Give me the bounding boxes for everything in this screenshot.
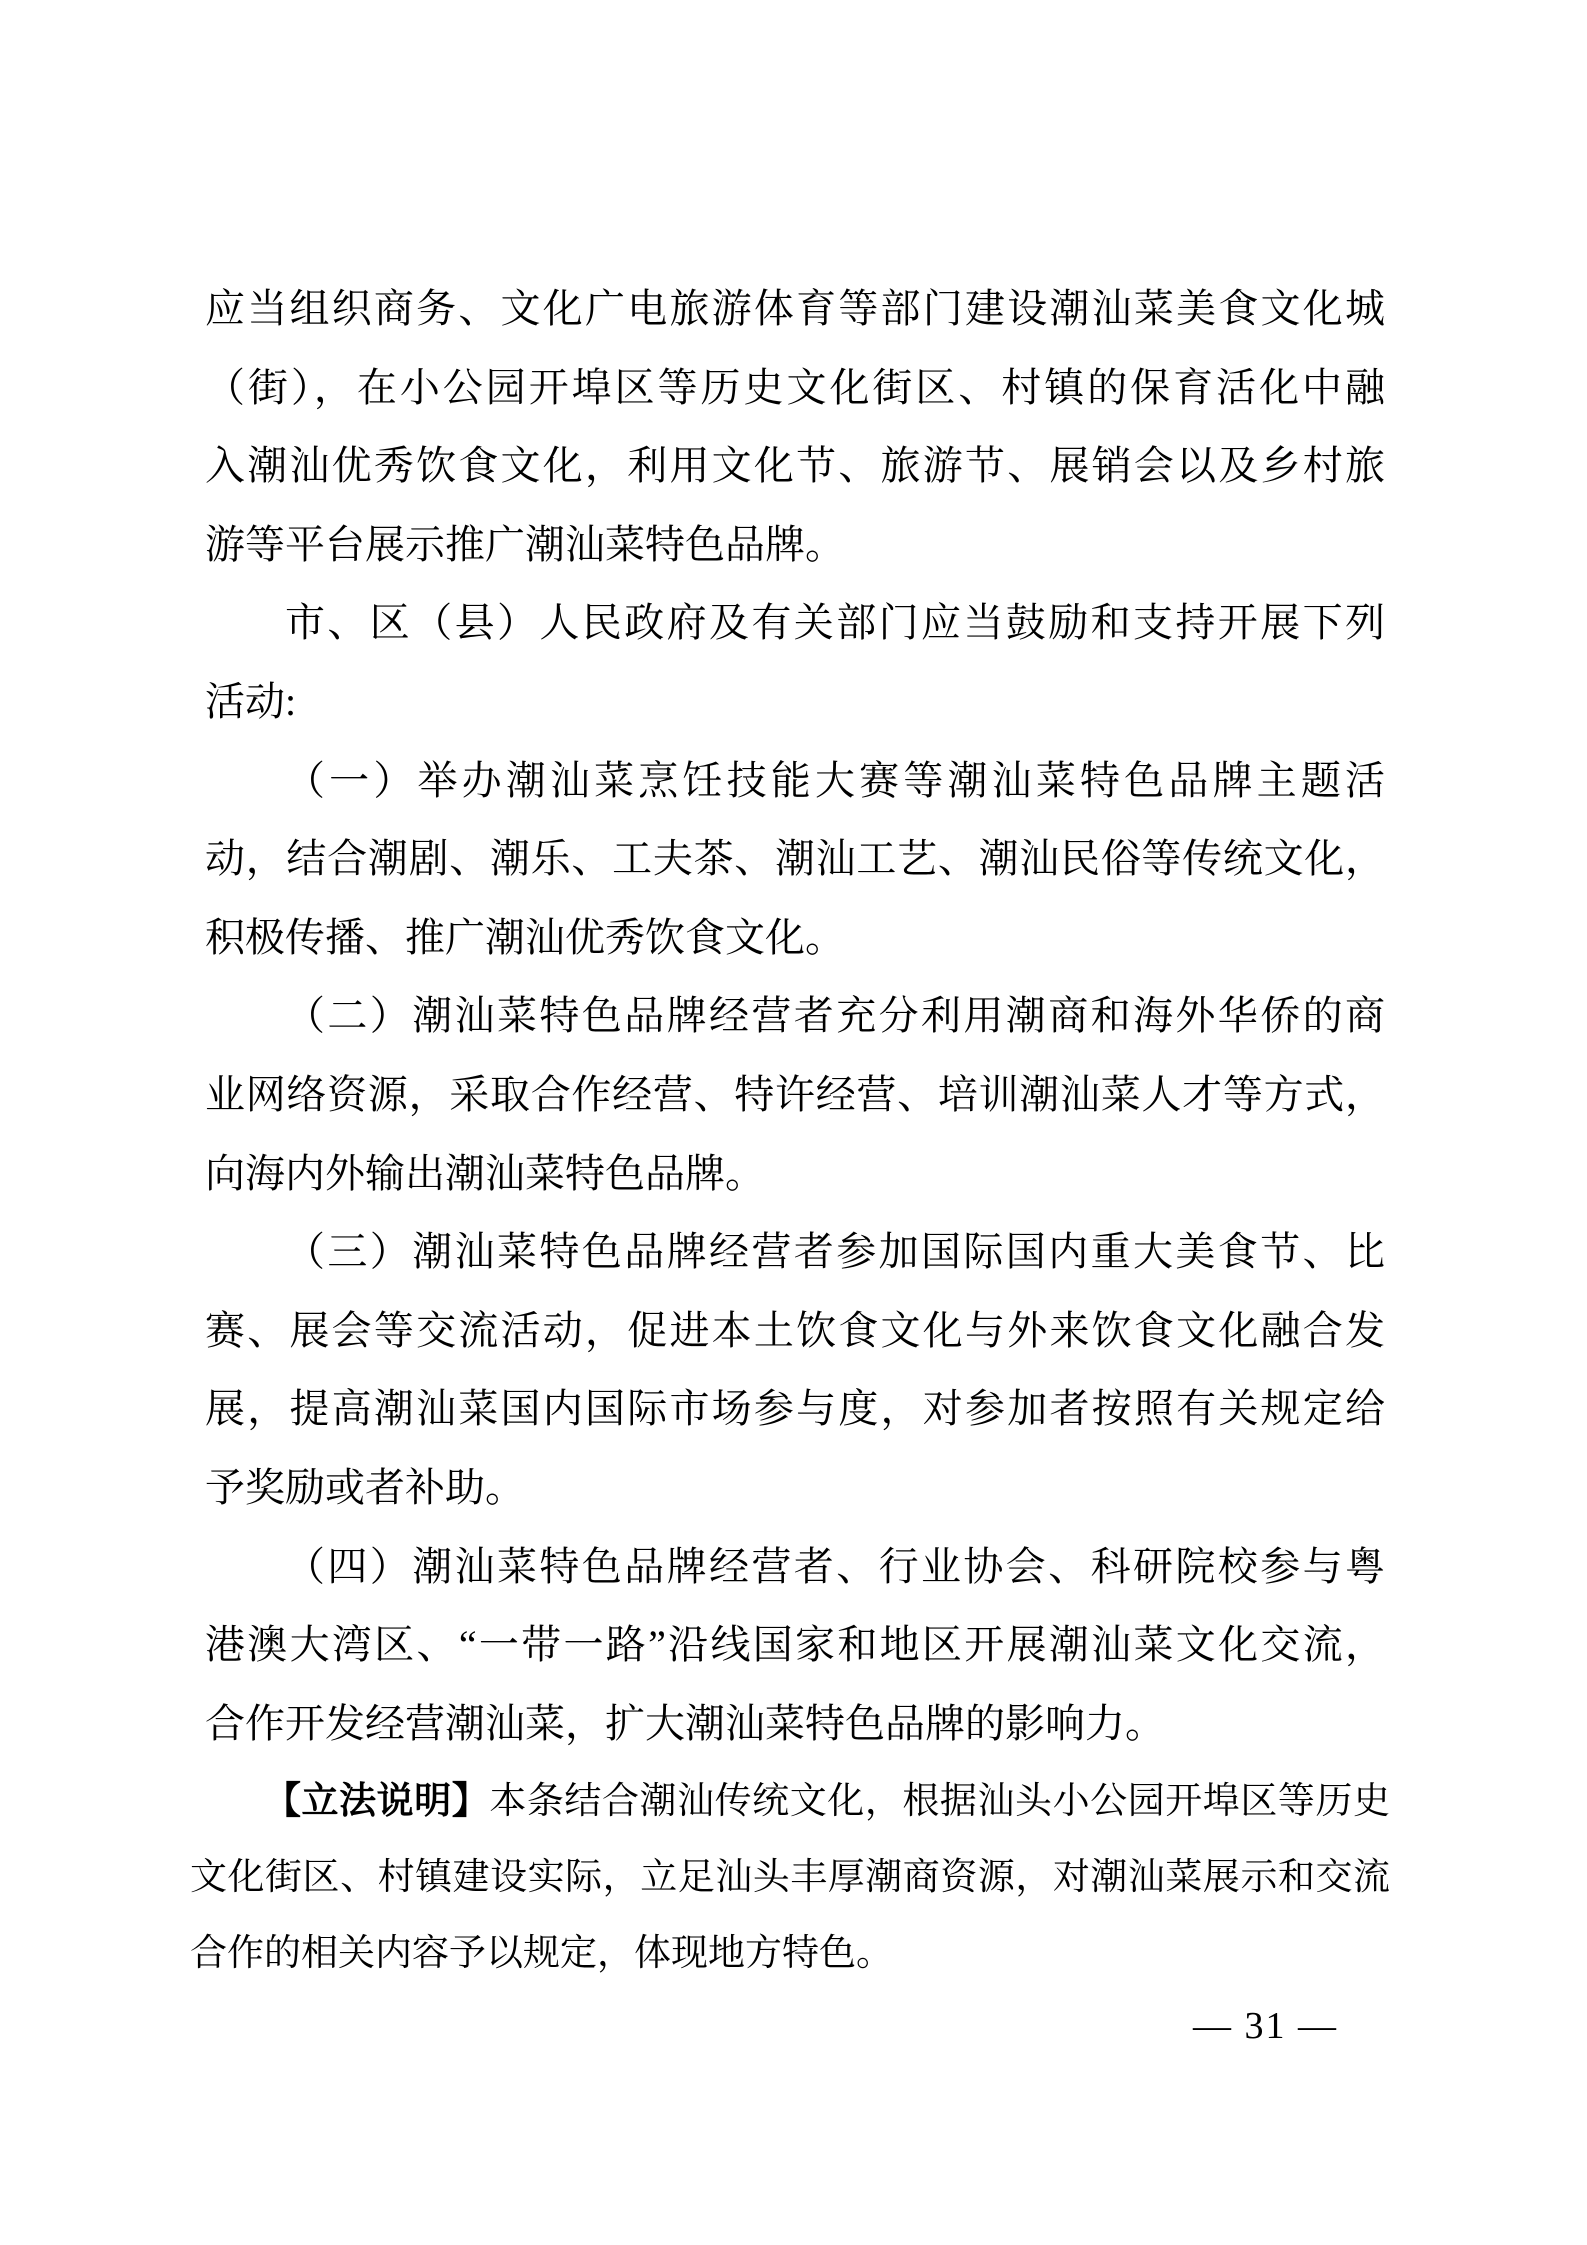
text-line: 业网络资源，采取合作经营、特许经营、培训潮汕菜人才等方式， bbox=[205, 1071, 1385, 1117]
text-line: 活动: bbox=[205, 678, 297, 724]
legislative-note-text: 本条结合潮汕传统文化，根据汕头小公园开埠区等历史 bbox=[489, 1781, 1391, 1822]
text-line: 文化街区、村镇建设实际，立足汕头丰厚潮商资源，对潮汕菜展示和交流 bbox=[190, 1857, 1390, 1898]
document-body bbox=[205, 270, 1385, 1763]
text-line: 入潮汕优秀饮食文化，利用文化节、旅游节、展销会以及乡村旅 bbox=[205, 443, 1385, 489]
text-line: 展，提高潮汕菜国内国际市场参与度，对参加者按照有关规定给 bbox=[205, 1386, 1385, 1432]
legislative-note-label: 【立法说明】 bbox=[264, 1781, 490, 1822]
text-line: （四）潮汕菜特色品牌经营者、行业协会、科研院校参与粤 bbox=[285, 1543, 1385, 1589]
text-line: 向海内外输出潮汕菜特色品牌。 bbox=[205, 1150, 765, 1196]
text-line: （街），在小公园开埠区等历史文化街区、村镇的保育活化中融 bbox=[205, 364, 1385, 410]
text-line: 港澳大湾区、“一带一路”沿线国家和地区开展潮汕菜文化交流， bbox=[205, 1622, 1385, 1668]
text-line: 合作开发经营潮汕菜，扩大潮汕菜特色品牌的影响力。 bbox=[205, 1700, 1165, 1746]
text-line: 市、区（县）人民政府及有关部门应当鼓励和支持开展下列 bbox=[285, 600, 1385, 646]
text-line: 动，结合潮剧、潮乐、工夫茶、潮汕工艺、潮汕民俗等传统文化， bbox=[205, 836, 1385, 882]
page-number: — 31 — bbox=[1193, 2005, 1338, 2047]
text-line: （二）潮汕菜特色品牌经营者充分利用潮商和海外华侨的商 bbox=[285, 993, 1385, 1039]
text-line: 予奖励或者补助。 bbox=[205, 1464, 525, 1510]
text-line: 积极传播、推广潮汕优秀饮食文化。 bbox=[205, 914, 845, 960]
legislative-note bbox=[190, 1764, 1390, 1992]
text-line: 赛、展会等交流活动，促进本土饮食文化与外来饮食文化融合发 bbox=[205, 1307, 1385, 1353]
text-line: （一）举办潮汕菜烹饪技能大赛等潮汕菜特色品牌主题活 bbox=[285, 757, 1385, 803]
text-line: （三）潮汕菜特色品牌经营者参加国际国内重大美食节、比 bbox=[285, 1229, 1385, 1275]
text-line: 游等平台展示推广潮汕菜特色品牌。 bbox=[205, 521, 845, 567]
text-line: 应当组织商务、文化广电旅游体育等部门建设潮汕菜美食文化城 bbox=[205, 286, 1385, 331]
text-line: 合作的相关内容予以规定，体现地方特色。 bbox=[190, 1933, 893, 1974]
text-line bbox=[190, 1764, 1390, 1840]
